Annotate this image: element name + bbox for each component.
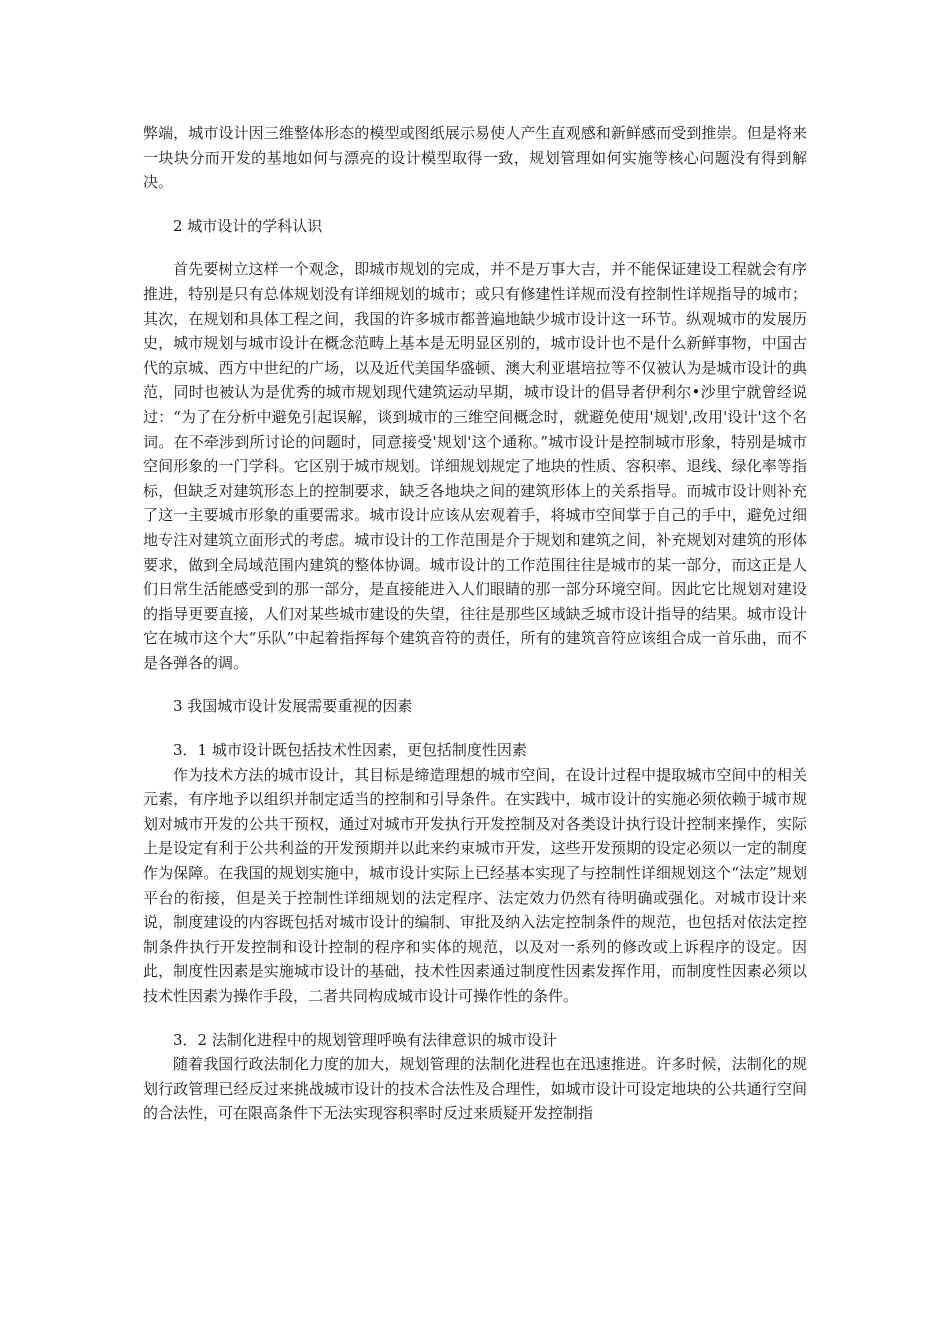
body-paragraph: 作为技术方法的城市设计，其目标是缔造理想的城市空间，在设计过程中提取城市空间中的相关元素，有序地予以组织并制定适当的控制和引导条件。在实践中，城市设计的实施必须依赖于城市规划对城市开发的公共干预权，通过对城市开发执行开发控制及对各类设计执行设计控制来操作，实际上是设定有利于公共利益的开发预期并以此来约束城市开发，这些开发预期的设定必须以一定的制度作为保障。在我国的规划实施中，城市设计实际上已经基本实现了与控制性详细规划这个“法定”规划平台的衔接，但是关于控制性详细规划的法定程序、法定效力仍然有待明确或强化。对城市设计来说，制度建设的内容既包括对城市设计的编制、审批及纳入法定控制条件的规范，也包括对依法定控制条件执行开发控制和设计控制的程序和实体的规范，以及对一系列的修改或上诉程序的设定。因此，制度性因素是实施城市设计的基础，技术性因素通过制度性因素发挥作用，而制度性因素必须以技术性因素为操作手段，二者共同构成城市设计可操作性的条件。 xyxy=(143,765,807,1005)
section-heading-3: 3 我国城市设计发展需要重视的因素 xyxy=(173,697,413,716)
subsection-heading-3-2: 3．2 法制化进程中的规划管理呼唤有法律意识的城市设计 xyxy=(173,1030,557,1049)
section-heading-2: 2 城市设计的学科认识 xyxy=(173,216,323,235)
document-page xyxy=(143,121,807,1126)
subsection-heading-3-1: 3．1 城市设计既包括技术性因素，更包括制度性因素 xyxy=(173,741,527,760)
body-paragraph-continued: 弊端，城市设计因三维整体形态的模型或图纸展示易使人产生直观感和新鲜感而受到推崇。但是将来一块块分而开发的基地如何与漂亮的设计模型取得一致，规划管理如何实施等核心问题没有得到解决。 xyxy=(143,124,807,192)
body-paragraph: 随着我国行政法制化力度的加大，规划管理的法制化进程也在迅速推进。许多时候，法制化的规划行政管理已经反过来挑战城市设计的技术合法性及合理性，如城市设计可设定地块的公共通行空间的合法性，可在限高条件下无法实现容积率时反过来质疑开发控制指 xyxy=(143,1055,807,1123)
body-paragraph: 首先要树立这样一个观念，即城市规划的完成，并不是万事大吉，并不能保证建设工程就会有序推进，特别是只有总体规划没有详细规划的城市；或只有修建性详规而没有控制性详规指导的城市；其次，在规划和具体工程之间，我国的许多城市都普遍地缺少城市设计这一环节。纵观城市的发展历史，城市规划与城市设计在概念范畴上基本是无明显区别的，城市设计也不是什么新鲜事物，中国古代的京城、西方中世纪的广场，以及近代美国华盛顿、澳大利亚堪培拉等不仅被认为是城市设计的典范，同时也被认为是优秀的城市规划现代建筑运动早期，城市设计的倡导者伊利尔•沙里宁就曾经说过：“为了在分析中避免引起误解，谈到城市的三维空间概念时，就避免使用'规划',改用'设计'这个名词。在不牵涉到所讨论的问题时，同意接受'规划'这个通称。”城市设计是控制城市形象，特别是城市空间形象的一门学科。它区别于城市规划。详细规划规定了地块的性质、容积率、退线、绿化率等指标，但缺乏对建筑形态上的控制要求，缺乏各地块之间的建筑形体上的关系指导。而城市设计则补充了这一主要城市形象的重要需求。城市设计应该从宏观着手，将城市空间掌于自己的手中，避免过细地专注对建筑立面形式的考虑。城市设计的工作范围是介于规划和建筑之间，补充规划对建筑的形体要求，做到全局域范围内建筑的整体协调。城市设计的工作范围往往是城市的某一部分，而这正是人们日常生活能感受到的那一部分，是直接能进入人们眼睛的那一部分环境空间。因此它比规划对建设的指导更要直接，人们对某些城市建设的失望，往往是那些区域缺乏城市设计指导的结果。城市设计它在城市这个大“乐队”中起着指挥每个建筑音符的责任，所有的建筑音符应该组合成一首乐曲，而不是各弹各的调。 xyxy=(143,260,807,672)
